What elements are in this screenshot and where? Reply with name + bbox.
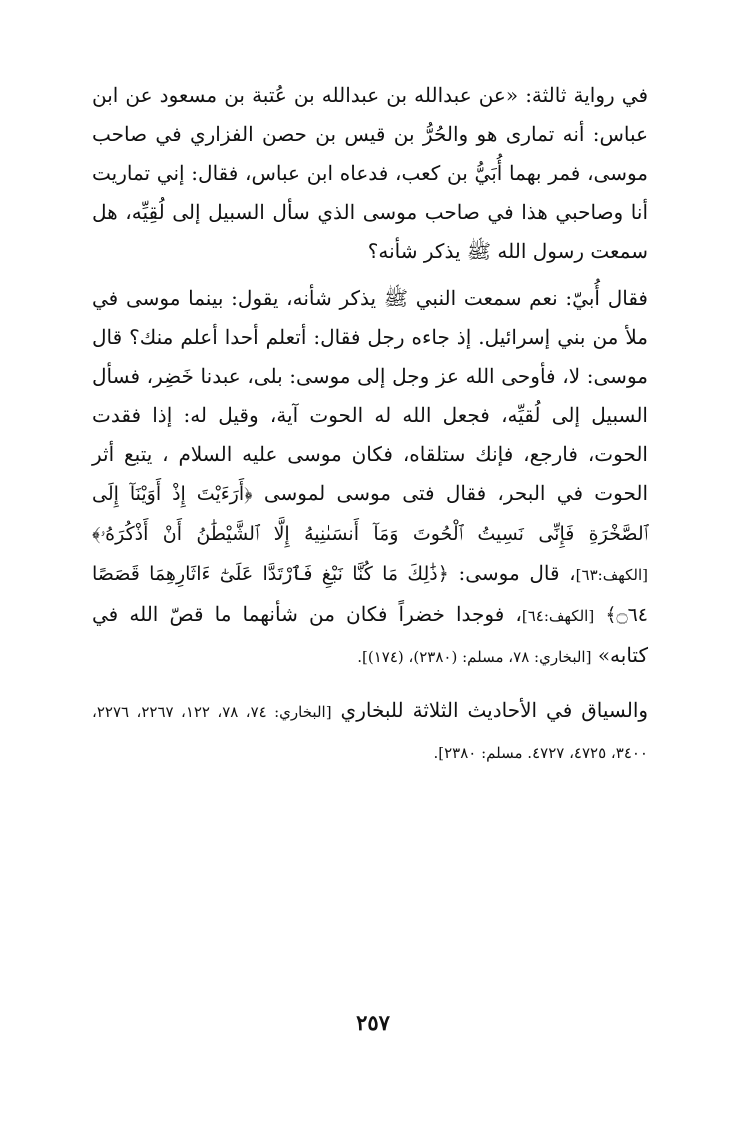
paragraph-text: في رواية ثالثة: «عن عبدالله بن عبدالله بن عُتبة بن مسعود عن ابن عباس: أنه تمارى هو والحُرُّ بن قيس بن حصن الفزاري في صاحب موسى، فمر بهما أُبَيُّ بن كعب، فدعاه ابن عباس، فقال: إني تماريت أنا وصاحبي هذا في صاحب موسى الذي سأل السبيل إلى لُقِيِّه، هل سمعت رسول الله ﷺ يذكر شأنه؟ — [92, 83, 648, 263]
paragraph-text: ، فوجدا خضراً فكان من شأنهما ما قصّ الله في كتابه» — [92, 602, 648, 667]
paragraph-ubayy-reply — [92, 279, 648, 677]
verse-reference: [الكهف:٦٣] — [575, 566, 649, 584]
paragraph-context-note — [92, 691, 648, 773]
paragraph-text: فقال أُبيّ: نعم سمعت النبي ﷺ يذكر شأنه، يقول: بينما موسى في ملأ من بني إسرائيل. إذ جاءه رجل فقال: أتعلم أحدا أعلم منك؟ قال موسى: لا، فأوحى الله عز وجل إلى موسى: بلى، عبدنا خَضِر، فسأل السبيل إلى لُقيِّه، فجعل الله له الحوت آية، وقيل له: إذا فقدت الحوت، فارجع، فإنك ستلقاه، فكان موسى عليه السلام ، يتبع أثر الحوت في البحر، فقال فتى موسى لموسى — [92, 286, 648, 505]
paragraph-text: ، قال موسى: — [458, 561, 576, 585]
quran-verse-kahf-64: ﴿ذَٰلِكَ مَا كُنَّا نَبْغِ فَٱرْتَدَّا عَلَىٰٓ ءَاثَارِهِمَا قَصَصًا ۝٦٤﴾ — [92, 563, 648, 626]
verse-reference: [الكهف:٦٤] — [521, 607, 595, 625]
quran-verse-kahf-63: ﴿أَرَءَيْتَ إِذْ أَوَيْنَآ إِلَى ٱلصَّخْرَةِ فَإِنِّى نَسِيتُ ٱلْحُوتَ وَمَآ أَنسَىٰنِيهُ إِلَّا ٱلشَّيْطَٰنُ أَنْ أَذْكُرَهُۥ﴾ — [92, 483, 648, 545]
page-number: ٢٥٧ — [356, 1010, 390, 1035]
document-page — [92, 76, 648, 773]
paragraph-text: والسياق في الأحاديث الثلاثة للبخاري — [340, 698, 649, 722]
hadith-source-reference: [البخاري: ٧٤، ٧٨، ١٢٢، ٢٢٦٧، ٢٢٧٦، ٣٤٠٠، ٤٧٢٥، ٤٧٢٧. مسلم: ٢٣٨٠]. — [92, 703, 648, 762]
paragraph-third-narration — [92, 76, 648, 271]
hadith-source-reference: [البخاري: ٧٨، مسلم: (٢٣٨٠)، (١٧٤)]. — [357, 648, 592, 666]
